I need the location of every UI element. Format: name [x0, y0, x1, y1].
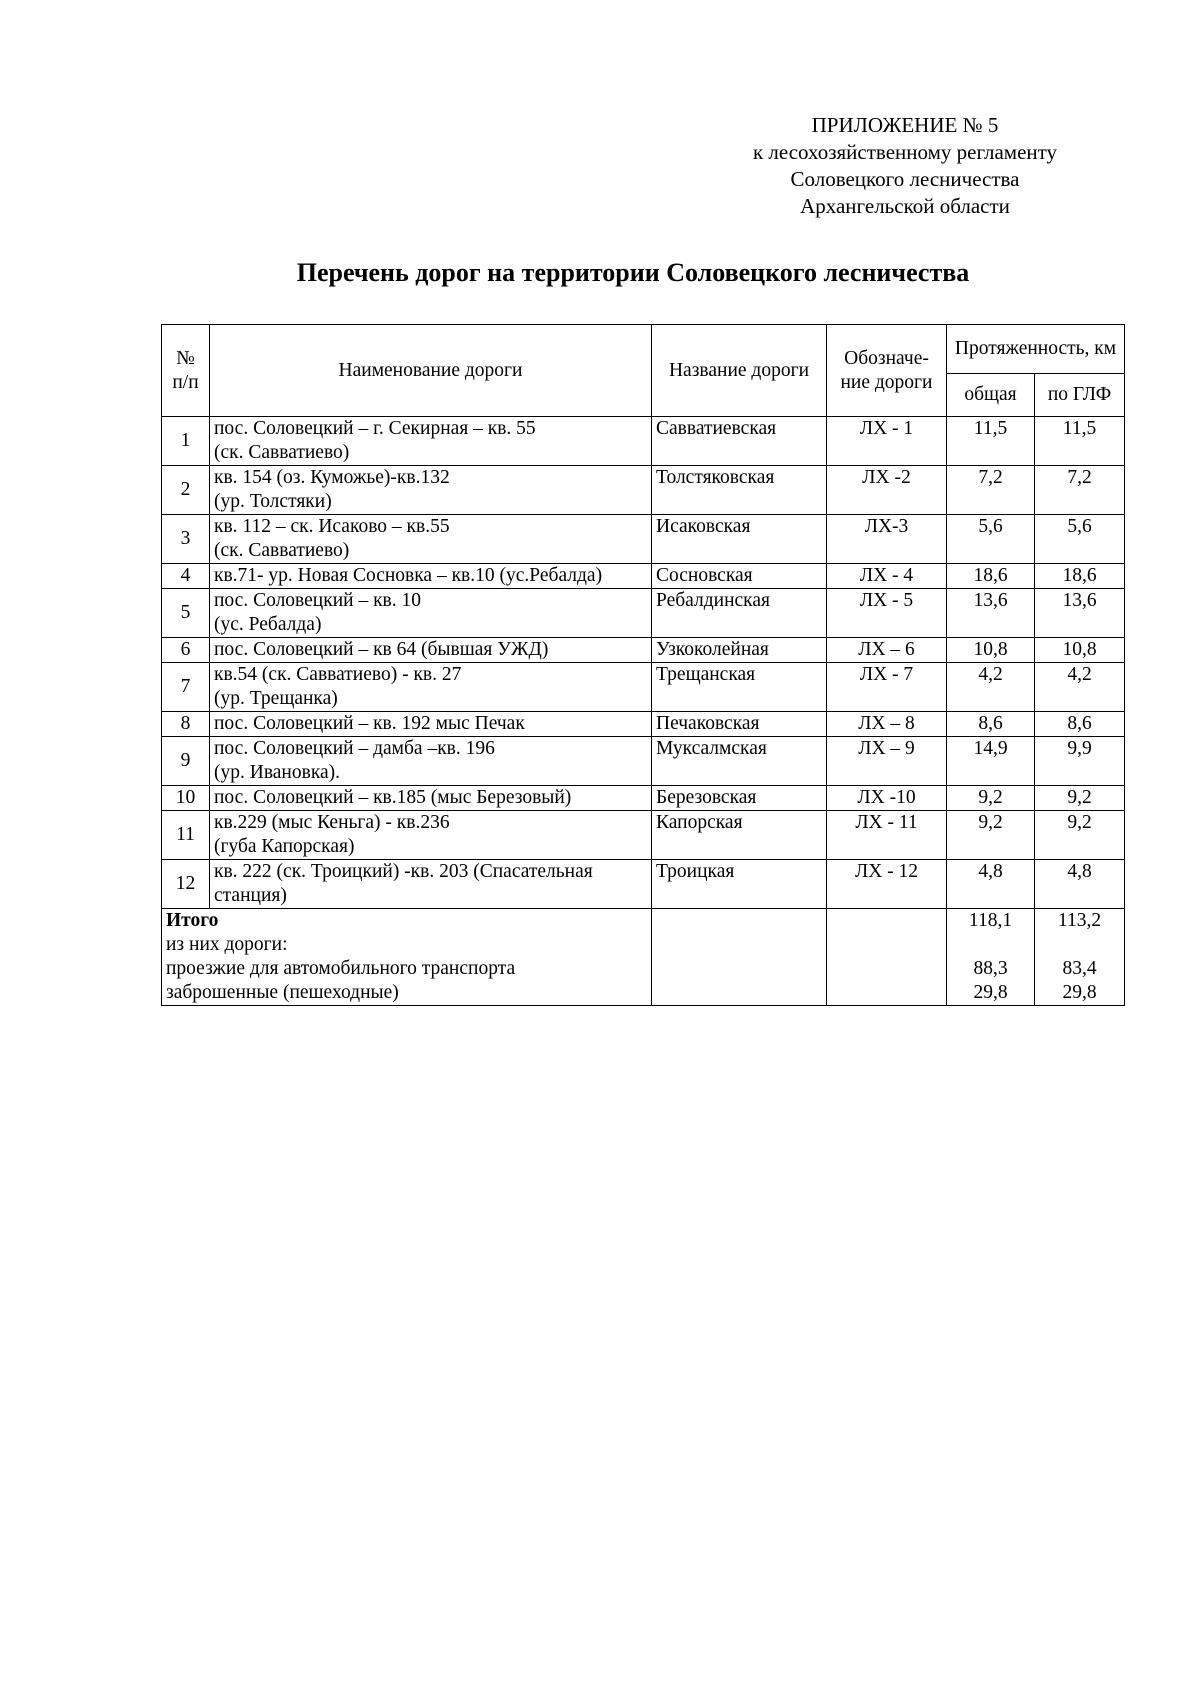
- row-length-total: 9,2: [947, 811, 1035, 860]
- row-designation: ЛХ – 6: [827, 638, 947, 663]
- row-description-line: пос. Соловецкий – кв 64 (бывшая УЖД): [214, 639, 549, 660]
- row-description-line: кв. 112 – ск. Исаково – кв.55: [214, 516, 450, 537]
- row-length-total: 14,9: [947, 737, 1035, 786]
- row-description-line: (ск. Савватиево): [214, 540, 350, 561]
- row-description-line: кв.229 (мыс Кеньга) - кв.236: [214, 812, 450, 833]
- summary-total-sum: 118,1: [968, 910, 1013, 931]
- row-description-line: станция): [214, 885, 287, 906]
- summary-abandoned-label: заброшенные (пешеходные): [166, 982, 399, 1003]
- table-row: [162, 737, 1125, 786]
- table-row: [162, 638, 1125, 663]
- row-number: 1: [162, 417, 210, 466]
- header-num: № п/п: [162, 325, 210, 417]
- table-row: [162, 712, 1125, 737]
- row-road-name: Капорская: [652, 811, 827, 860]
- row-road-name: Савватиевская: [652, 417, 827, 466]
- summary-glf-cell: [1035, 909, 1125, 1006]
- appendix-line: Соловецкого лесничества: [790, 167, 1020, 191]
- row-length-glf: 9,9: [1035, 737, 1125, 786]
- header-road-name: Название дороги: [652, 325, 827, 417]
- row-number: 3: [162, 515, 210, 564]
- row-description-line: пос. Соловецкий – кв. 10: [214, 590, 422, 611]
- row-description-line: (ур. Трещанка): [214, 688, 338, 709]
- row-description-line: (ур. Ивановка).: [214, 762, 341, 783]
- row-length-total: 10,8: [947, 638, 1035, 663]
- row-description: [210, 737, 652, 786]
- summary-glf-drivable: 83,4: [1062, 958, 1097, 979]
- table-row: [162, 515, 1125, 564]
- table-row: [162, 786, 1125, 811]
- row-designation: ЛХ -10: [827, 786, 947, 811]
- row-length-glf: 4,8: [1035, 860, 1125, 909]
- row-description: [210, 466, 652, 515]
- row-number: 11: [162, 811, 210, 860]
- row-length-total: 5,6: [947, 515, 1035, 564]
- row-description-line: (ск. Савватиево): [214, 442, 350, 463]
- table-body: [162, 417, 1125, 909]
- row-length-glf: 8,6: [1035, 712, 1125, 737]
- appendix-block: [700, 112, 1110, 220]
- row-description-line: (губа Капорская): [214, 836, 355, 857]
- row-description-line: кв. 222 (ск. Троицкий) -кв. 203 (Спасательная: [214, 861, 593, 882]
- row-description-line: кв.71- ур. Новая Сосновка – кв.10 (ус.Ребалда): [214, 565, 603, 586]
- row-description-line: пос. Соловецкий – кв. 192 мыс Печак: [214, 713, 525, 734]
- row-length-total: 18,6: [947, 564, 1035, 589]
- appendix-line: ПРИЛОЖЕНИЕ № 5: [811, 113, 999, 137]
- row-description: [210, 638, 652, 663]
- row-length-glf: 9,2: [1035, 811, 1125, 860]
- summary-glf-sum: 113,2: [1057, 910, 1102, 931]
- row-length-glf: 7,2: [1035, 466, 1125, 515]
- header-length: Протяженность, км: [947, 325, 1125, 374]
- document-title: Перечень дорог на территории Соловецкого лесничества: [296, 258, 970, 287]
- row-length-glf: 5,6: [1035, 515, 1125, 564]
- table-row: [162, 589, 1125, 638]
- row-length-glf: 9,2: [1035, 786, 1125, 811]
- row-number: 6: [162, 638, 210, 663]
- row-description: [210, 564, 652, 589]
- row-number: 9: [162, 737, 210, 786]
- row-designation: ЛХ -2: [827, 466, 947, 515]
- row-description-line: (ус. Ребалда): [214, 614, 322, 635]
- row-number: 12: [162, 860, 210, 909]
- summary-of-them: из них дороги:: [166, 934, 288, 955]
- summary-empty-cell: [827, 909, 947, 1006]
- row-designation: ЛХ - 1: [827, 417, 947, 466]
- row-description: [210, 589, 652, 638]
- summary-drivable-label: проезжие для автомобильного транспорта: [166, 958, 516, 979]
- row-designation: ЛХ – 9: [827, 737, 947, 786]
- header-designation: Обозначе-ние дороги: [827, 325, 947, 417]
- row-designation: ЛХ - 12: [827, 860, 947, 909]
- row-road-name: Ребалдинская: [652, 589, 827, 638]
- row-road-name: Исаковская: [652, 515, 827, 564]
- row-road-name: Трещанская: [652, 663, 827, 712]
- table-row: [162, 811, 1125, 860]
- row-length-glf: 11,5: [1035, 417, 1125, 466]
- row-designation: ЛХ - 11: [827, 811, 947, 860]
- row-description: [210, 712, 652, 737]
- row-length-total: 8,6: [947, 712, 1035, 737]
- table-row: [162, 417, 1125, 466]
- row-road-name: Березовская: [652, 786, 827, 811]
- summary-spacer: [1039, 933, 1120, 957]
- row-length-total: 11,5: [947, 417, 1035, 466]
- appendix-line: к лесохозяйственному регламенту: [752, 140, 1058, 164]
- row-length-total: 13,6: [947, 589, 1035, 638]
- row-designation: ЛХ - 4: [827, 564, 947, 589]
- row-description: [210, 663, 652, 712]
- row-description: [210, 786, 652, 811]
- row-description-line: кв.54 (ск. Савватиево) - кв. 27: [214, 664, 462, 685]
- summary-spacer: [951, 933, 1030, 957]
- row-length-total: 7,2: [947, 466, 1035, 515]
- summary-total-cell: [947, 909, 1035, 1006]
- row-number: 8: [162, 712, 210, 737]
- row-description-line: пос. Соловецкий – кв.185 (мыс Березовый): [214, 787, 572, 808]
- roads-table: [161, 324, 1125, 1006]
- row-road-name: Сосновская: [652, 564, 827, 589]
- row-description: [210, 811, 652, 860]
- header-name-desc: Наименование дороги: [210, 325, 652, 417]
- summary-label-cell: [162, 909, 652, 1006]
- row-description-line: пос. Соловецкий – дамба –кв. 196: [214, 738, 495, 759]
- summary-row: [162, 909, 1125, 1006]
- table-row: [162, 860, 1125, 909]
- row-length-total: 4,2: [947, 663, 1035, 712]
- row-description-line: кв. 154 (оз. Куможье)-кв.132: [214, 467, 450, 488]
- header-glf: по ГЛФ: [1035, 374, 1125, 417]
- header-total: общая: [947, 374, 1035, 417]
- row-description: [210, 860, 652, 909]
- row-length-glf: 4,2: [1035, 663, 1125, 712]
- row-road-name: Муксалмская: [652, 737, 827, 786]
- row-length-glf: 18,6: [1035, 564, 1125, 589]
- row-designation: ЛХ - 5: [827, 589, 947, 638]
- row-designation: ЛХ - 7: [827, 663, 947, 712]
- table-header-row: [162, 325, 1125, 374]
- appendix-line: Архангельской области: [800, 194, 1010, 218]
- summary-total-abandoned: 29,8: [973, 982, 1008, 1003]
- row-length-total: 9,2: [947, 786, 1035, 811]
- row-number: 10: [162, 786, 210, 811]
- row-road-name: Узкоколейная: [652, 638, 827, 663]
- row-number: 2: [162, 466, 210, 515]
- table-row: [162, 663, 1125, 712]
- row-road-name: Троицкая: [652, 860, 827, 909]
- row-description: [210, 417, 652, 466]
- row-length-glf: 10,8: [1035, 638, 1125, 663]
- row-designation: ЛХ-3: [827, 515, 947, 564]
- row-description-line: (ур. Толстяки): [214, 491, 332, 512]
- table-row: [162, 564, 1125, 589]
- row-designation: ЛХ – 8: [827, 712, 947, 737]
- row-number: 4: [162, 564, 210, 589]
- row-length-total: 4,8: [947, 860, 1035, 909]
- row-description-line: пос. Соловецкий – г. Секирная – кв. 55: [214, 418, 536, 439]
- row-number: 7: [162, 663, 210, 712]
- row-road-name: Печаковская: [652, 712, 827, 737]
- summary-glf-abandoned: 29,8: [1062, 982, 1097, 1003]
- row-description: [210, 515, 652, 564]
- table-row: [162, 466, 1125, 515]
- summary-total-drivable: 88,3: [973, 958, 1008, 979]
- summary-label: Итого: [166, 910, 219, 931]
- summary-empty-cell: [652, 909, 827, 1006]
- row-road-name: Толстяковская: [652, 466, 827, 515]
- row-length-glf: 13,6: [1035, 589, 1125, 638]
- row-number: 5: [162, 589, 210, 638]
